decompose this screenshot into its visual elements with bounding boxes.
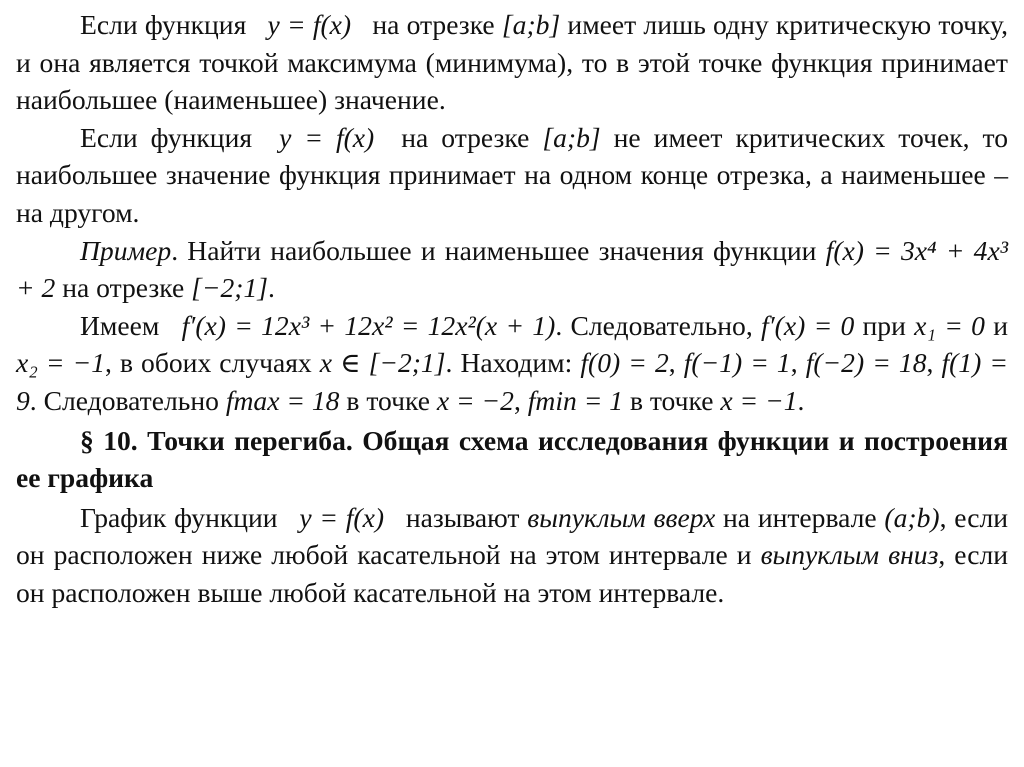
formula-x2: x₂ = −1 xyxy=(16,347,105,379)
section-heading: § 10. Точки перегиба. Общая схема исследования функции и построения ее графика xyxy=(16,424,1008,494)
example-label: Пример xyxy=(80,234,172,266)
term-convex-down: выпуклым вниз xyxy=(760,539,939,571)
term-convex-up: выпуклым вверх xyxy=(527,501,716,533)
text: на отрезке xyxy=(401,121,530,153)
text: . Следовательно xyxy=(29,384,219,416)
formula-fmin: fmin = 1 xyxy=(527,384,624,416)
formula-fm1: f(−1) = 1 xyxy=(683,347,791,379)
text: , если он расположен ниже любой касательной на этом интервале и xyxy=(16,501,1008,571)
text: , если он расположен выше любой касательной на этом интервале. xyxy=(16,539,1008,608)
formula-xmax: x = −2 xyxy=(436,384,514,416)
text: называют xyxy=(405,501,520,533)
formula-function: f(x) = 3x⁴ + 4x³ + 2 xyxy=(16,234,1008,304)
formula-fmax: fmax = 18 xyxy=(225,384,340,416)
formula-y-eq-fx: y = f(x) xyxy=(279,121,375,153)
formula-fm2: f(−2) = 18 xyxy=(805,347,927,379)
formula-segment-ab: [a;b] xyxy=(542,121,601,153)
formula-f0: f(0) = 2 xyxy=(580,347,669,379)
paragraph-single-critical-point xyxy=(16,6,1008,119)
paragraph-solution: Имеем f′(x) = 12x³ + 12x² = 12x²(x + 1). Следовательно, f′(x) = 0 при x₁ = 0 и x₂ = −1, в обоих случаях x ∈ [−2;1]. Находим: f(0) = 2, f(−1) = 1, f(−2) = 18, f(1) = 9. Следовательно fmax = 18 в точке x = −2, fmin = 1 в точке x = −1. xyxy=(16,309,1008,416)
text: имеет лишь одну критическую точку, и она является точкой максимума (минимума), то в этой точке функция принимает наибольшее (наименьшее) значение. xyxy=(16,9,1008,116)
text: при xyxy=(862,309,906,341)
text: и xyxy=(993,309,1008,341)
formula-f1: f(1) = 9 xyxy=(16,347,1008,416)
text: Имеем xyxy=(80,309,160,341)
text: в точке xyxy=(629,384,714,416)
paragraph-no-critical-points xyxy=(16,119,1008,232)
formula-x-in-segment: x ∈ [−2;1] xyxy=(319,347,446,379)
formula-segment: [−2;1] xyxy=(191,272,269,304)
formula-derivative: f′(x) = 12x³ + 12x² = 12x²(x + 1) xyxy=(181,309,556,341)
text: График функции xyxy=(80,501,278,533)
formula-y-eq-fx: y = f(x) xyxy=(299,501,385,533)
paragraph-example: Пример. Найти наибольшее и наименьшее значения функции f(x) = 3x⁴ + 4x³ + 2 на отрезке [−2;1]. xyxy=(16,234,1008,304)
formula-y-eq-fx: y = f(x) xyxy=(267,9,352,40)
text: . Найти наибольшее и наименьшее значения функции xyxy=(171,234,817,266)
formula-segment-ab: [a;b] xyxy=(501,9,561,40)
formula-derivative-zero: f′(x) = 0 xyxy=(760,309,855,341)
text: Если функция xyxy=(80,121,253,153)
text: . Находим: xyxy=(445,347,573,379)
formula-x1: x₁ = 0 xyxy=(914,309,985,341)
text: не имеет критических точек, то наибольшее значение функция принимает на одном конце отрезка, а наименьшее – на другом. xyxy=(16,121,1008,228)
text: в точке xyxy=(346,384,430,416)
formula-xmin: x = −1 xyxy=(720,384,798,416)
paragraph-convexity xyxy=(16,499,1008,612)
text: на отрезке xyxy=(372,9,495,40)
text: , в обоих случаях xyxy=(105,347,312,379)
text: на отрезке xyxy=(62,272,185,304)
text: Если функция xyxy=(80,9,247,40)
text: на интервале xyxy=(723,501,877,533)
text: Следовательно, xyxy=(570,309,753,341)
formula-interval-ab: (a;b) xyxy=(884,501,940,533)
